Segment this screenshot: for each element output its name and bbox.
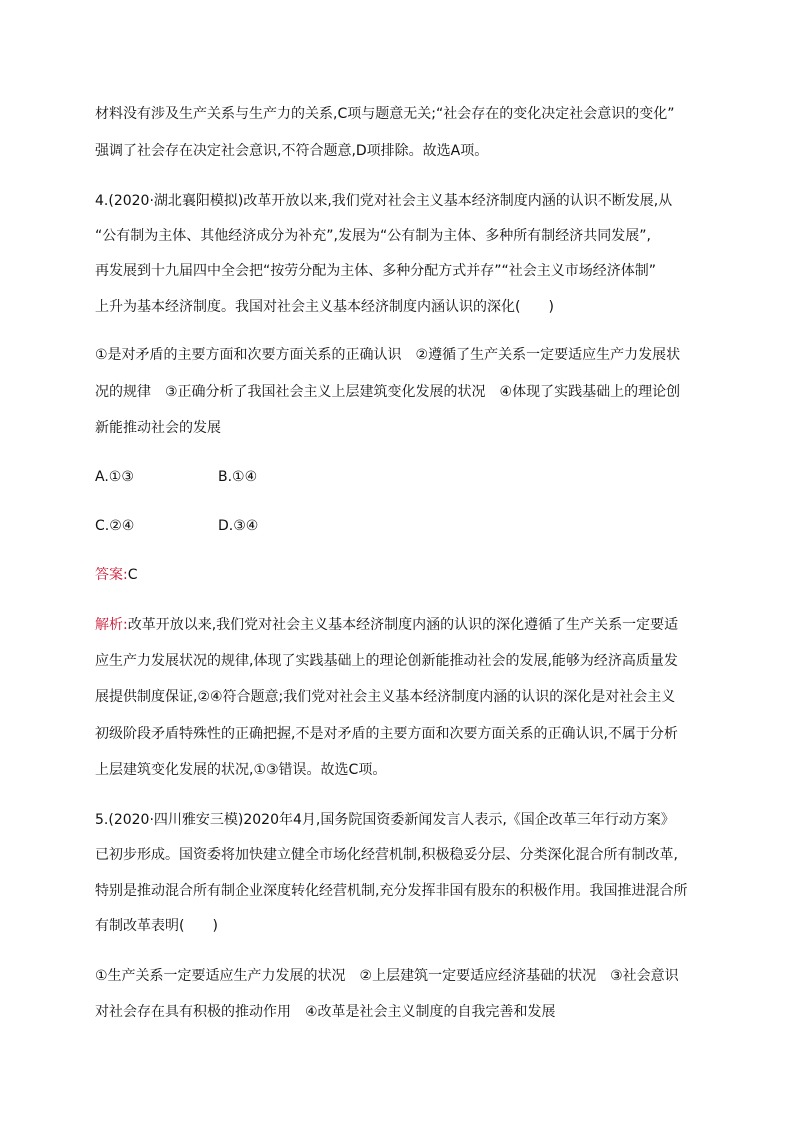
q4-statement-line-2: 况的规律 ③正确分析了我国社会主义上层建筑变化发展的状况 ④体现了实践基础上的理论创 bbox=[95, 384, 681, 400]
q5-stem-line-4: 有制改革表明( ) bbox=[95, 918, 218, 934]
q4-stem-line-4: 上升为基本经济制度。我国对社会主义基本经济制度内涵认识的深化( ) bbox=[95, 299, 554, 315]
q5-statement-line-1: ①生产关系一定要适应生产力发展的状况 ②上层建筑一定要适应经济基础的状况 ③社会意识 bbox=[95, 968, 679, 984]
q4-stem-line-3: 再发展到十九届四中全会把“按劳分配为主体、多种分配方式并存”“社会主义市场经济体制” bbox=[95, 263, 657, 279]
q5-stem-line-3: 特别是推动混合所有制企业深度转化经营机制,充分发挥非国有股东的积极作用。我国推进混合所 bbox=[95, 883, 688, 899]
q4-answer-label: 答案: bbox=[95, 567, 128, 583]
q4-analysis-label: 解析: bbox=[95, 617, 128, 633]
prev-solution-line-2: 强调了社会存在决定社会意识,不符合题意,D项排除。故选A项。 bbox=[95, 143, 489, 159]
q4-option-a: A.①③ bbox=[95, 469, 134, 485]
q5-stem-line-1: 5.(2020·四川雅安三模)2020年4月,国务院国资委新闻发言人表示,《国企改革三年行动方案》 bbox=[95, 812, 675, 828]
q4-analysis-line-2: 应生产力发展状况的规律,体现了实践基础上的理论创新能推动社会的发展,能够为经济高质量发 bbox=[95, 653, 678, 669]
q4-statement-line-1: ①是对矛盾的主要方面和次要方面关系的正确认识 ②遵循了生产关系一定要适应生产力发展状 bbox=[95, 347, 681, 363]
q4-answer-value: C bbox=[127, 567, 138, 583]
q4-statement-line-3: 新能推动社会的发展 bbox=[95, 420, 221, 436]
q4-analysis-line-4: 初级阶段矛盾特殊性的正确把握,不是对矛盾的主要方面和次要方面关系的正确认识,不属于分析 bbox=[95, 726, 678, 742]
q4-analysis-line-3: 展提供制度保证,②④符合题意;我们党对社会主义基本经济制度内涵的认识的深化是对社会主义 bbox=[95, 689, 676, 705]
q4-answer bbox=[95, 565, 138, 585]
q4-analysis-line-5: 上层建筑变化发展的状况,①③错误。故选C项。 bbox=[95, 762, 387, 778]
q4-stem-line-2: “公有制为主体、其他经济成分为补充”,发展为“公有制为主体、多种所有制经济共同发展”, bbox=[95, 228, 651, 244]
q4-analysis-text-1: 改革开放以来,我们党对社会主义基本经济制度内涵的认识的深化遵循了生产关系一定要适 bbox=[127, 617, 679, 633]
q4-option-b: B.①④ bbox=[218, 469, 258, 485]
q4-stem-line-1: 4.(2020·湖北襄阳模拟)改革开放以来,我们党对社会主义基本经济制度内涵的认识不断发展,从 bbox=[95, 193, 673, 209]
q4-option-c: C.②④ bbox=[95, 518, 135, 534]
q4-option-d: D.③④ bbox=[218, 518, 259, 534]
q4-analysis-line-1 bbox=[95, 615, 707, 635]
prev-solution-line-1: 材料没有涉及生产关系与生产力的关系,C项与题意无关;“社会存在的变化决定社会意识的变化” bbox=[95, 106, 675, 122]
q5-stem-line-2: 已初步形成。国资委将加快建立健全市场化经营机制,积极稳妥分层、分类深化混合所有制改革, bbox=[95, 847, 678, 863]
q5-statement-line-2: 对社会存在具有积极的推动作用 ④改革是社会主义制度的自我完善和发展 bbox=[95, 1004, 556, 1020]
